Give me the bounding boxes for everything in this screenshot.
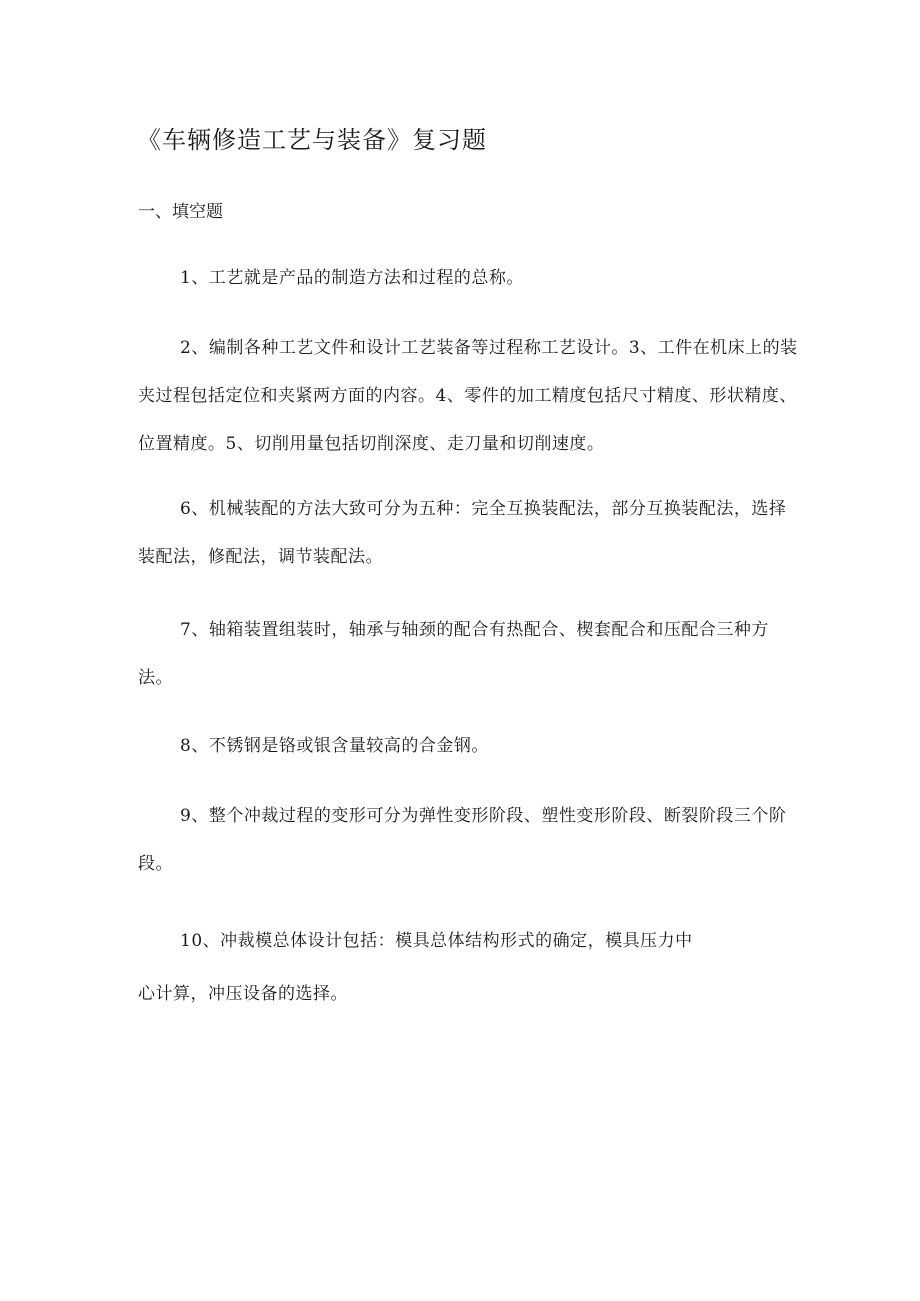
paragraph-8: 8、不锈钢是铬或银含量较高的合金钢。 [180,736,489,756]
paragraph-10-line-2: 心计算，冲压设备的选择。 [138,984,348,1004]
document-title: 《车辆修造工艺与装备》复习题 [137,126,487,154]
section-heading: 一、填空题 [138,202,223,222]
paragraph-6: 6、机械装配的方法大致可分为五种：完全互换装配法，部分互换装配法，选择装配法，修配法，调节装配法。 [138,499,787,567]
paragraph-9: 9、整个冲裁过程的变形可分为弹性变形阶段、塑性变形阶段、断裂阶段三个阶段。 [138,806,787,874]
paragraph-10-line-1: 10、冲裁模总体设计包括：模具总体结构形式的确定，模具压力中 [180,931,693,951]
paragraph-1: 1、工艺就是产品的制造方法和过程的总称。 [180,268,524,288]
paragraph-7: 7、轴箱装置组装时，轴承与轴颈的配合有热配合、楔套配合和压配合三种方法。 [138,620,769,688]
paragraph-2-5: 2、编制各种工艺文件和设计工艺装备等过程称工艺设计。3、工件在机床上的装夹过程包括定位和夹紧两方面的内容。4、零件的加工精度包括尺寸精度、形状精度、位置精度。5、切削用量包括切削深度、走刀量和切削速度。 [138,338,798,454]
